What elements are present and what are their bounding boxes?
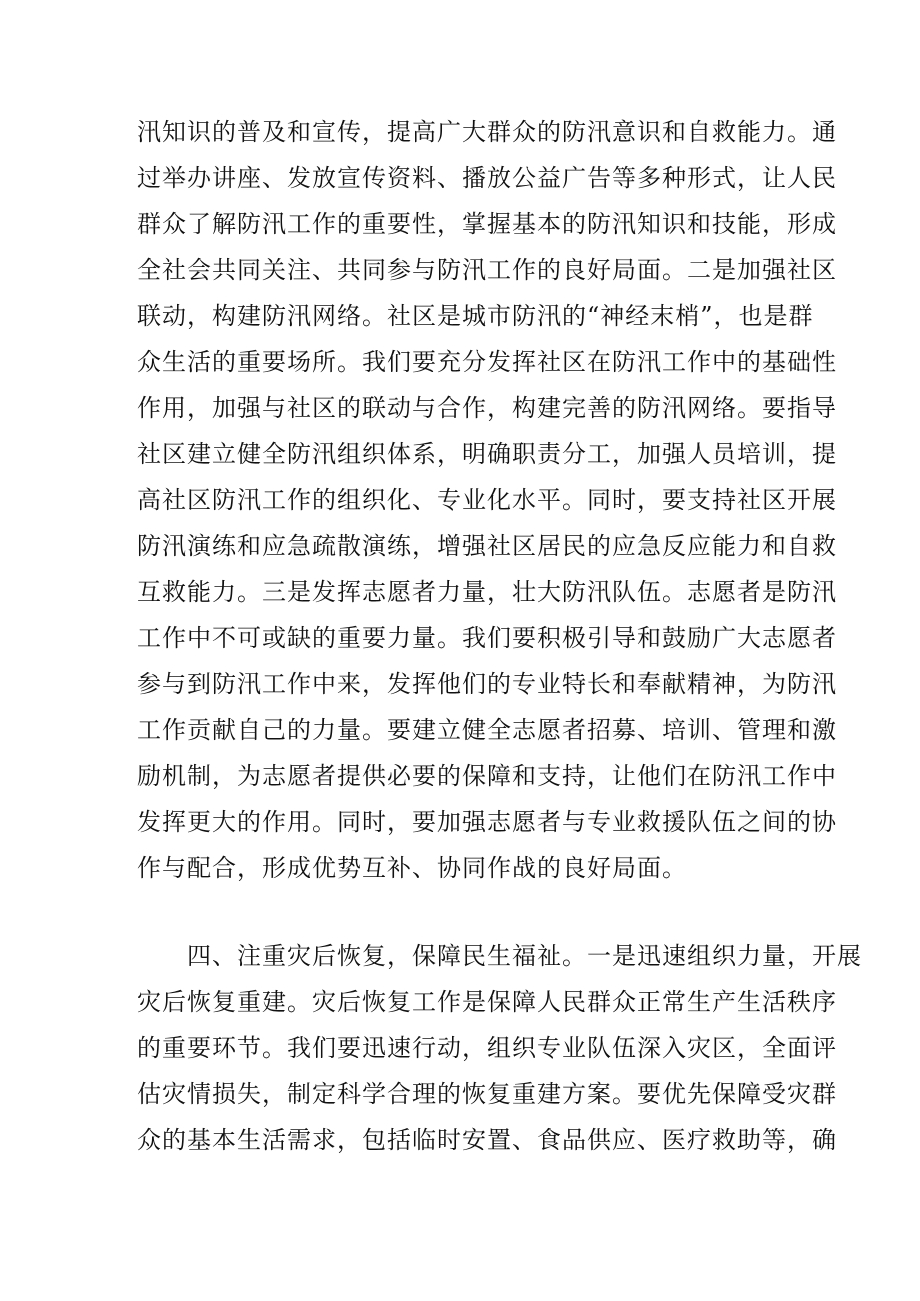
paragraph-1: [137, 109, 837, 891]
paragraph-2-line: 估灾情损失，制定科学合理的恢复重建方案。要优先保障受灾群: [137, 1080, 837, 1108]
paragraph-1-line: 发挥更大的作用。同时，要加强志愿者与专业救援队伍之间的协: [137, 808, 837, 836]
paragraph-2: [137, 933, 862, 1163]
paragraph-2-line: 的重要环节。我们要迅速行动，组织专业队伍深入灾区，全面评: [137, 1034, 837, 1062]
paragraph-2-line: 众的基本生活需求，包括临时安置、食品供应、医疗救助等，确: [137, 1126, 837, 1154]
paragraph-1-line: 汛知识的普及和宣传，提高广大群众的防汛意识和自救能力。通: [137, 118, 837, 146]
paragraph-1-line: 作用，加强与社区的联动与合作，构建完善的防汛网络。要指导: [137, 394, 837, 422]
paragraph-1-line: 社区建立健全防汛组织体系，明确职责分工，加强人员培训，提: [137, 440, 837, 468]
paragraph-2-line: 灾后恢复重建。灾后恢复工作是保障人民群众正常生产生活秩序: [137, 988, 837, 1016]
paragraph-1-line: 励机制，为志愿者提供必要的保障和支持，让他们在防汛工作中: [137, 762, 837, 790]
paragraph-1-line: 工作中不可或缺的重要力量。我们要积极引导和鼓励广大志愿者: [137, 624, 837, 652]
paragraph-1-line: 过举办讲座、发放宣传资料、播放公益广告等多种形式，让人民: [137, 164, 837, 192]
paragraph-2-line: 四、注重灾后恢复，保障民生福祉。一是迅速组织力量，开展: [137, 942, 862, 970]
paragraph-1-line: 工作贡献自己的力量。要建立健全志愿者招募、培训、管理和激: [137, 716, 837, 744]
paragraph-1-line: 群众了解防汛工作的重要性，掌握基本的防汛知识和技能，形成: [137, 210, 837, 238]
paragraph-1-line: 作与配合，形成优势互补、协同作战的良好局面。: [137, 854, 687, 882]
paragraph-1-line: 高社区防汛工作的组织化、专业化水平。同时，要支持社区开展: [137, 486, 837, 514]
paragraph-1-line: 参与到防汛工作中来，发挥他们的专业特长和奉献精神，为防汛: [137, 670, 837, 698]
paragraph-1-line: 全社会共同关注、共同参与防汛工作的良好局面。二是加强社区: [137, 256, 837, 284]
paragraph-1-line: 防汛演练和应急疏散演练，增强社区居民的应急反应能力和自救: [137, 532, 837, 560]
paragraph-1-line: 联动，构建防汛网络。社区是城市防汛的“神经末梢”，也是群: [137, 302, 814, 330]
paragraph-1-line: 众生活的重要场所。我们要充分发挥社区在防汛工作中的基础性: [137, 348, 837, 376]
paragraph-1-line: 互救能力。三是发挥志愿者力量，壮大防汛队伍。志愿者是防汛: [137, 578, 837, 606]
